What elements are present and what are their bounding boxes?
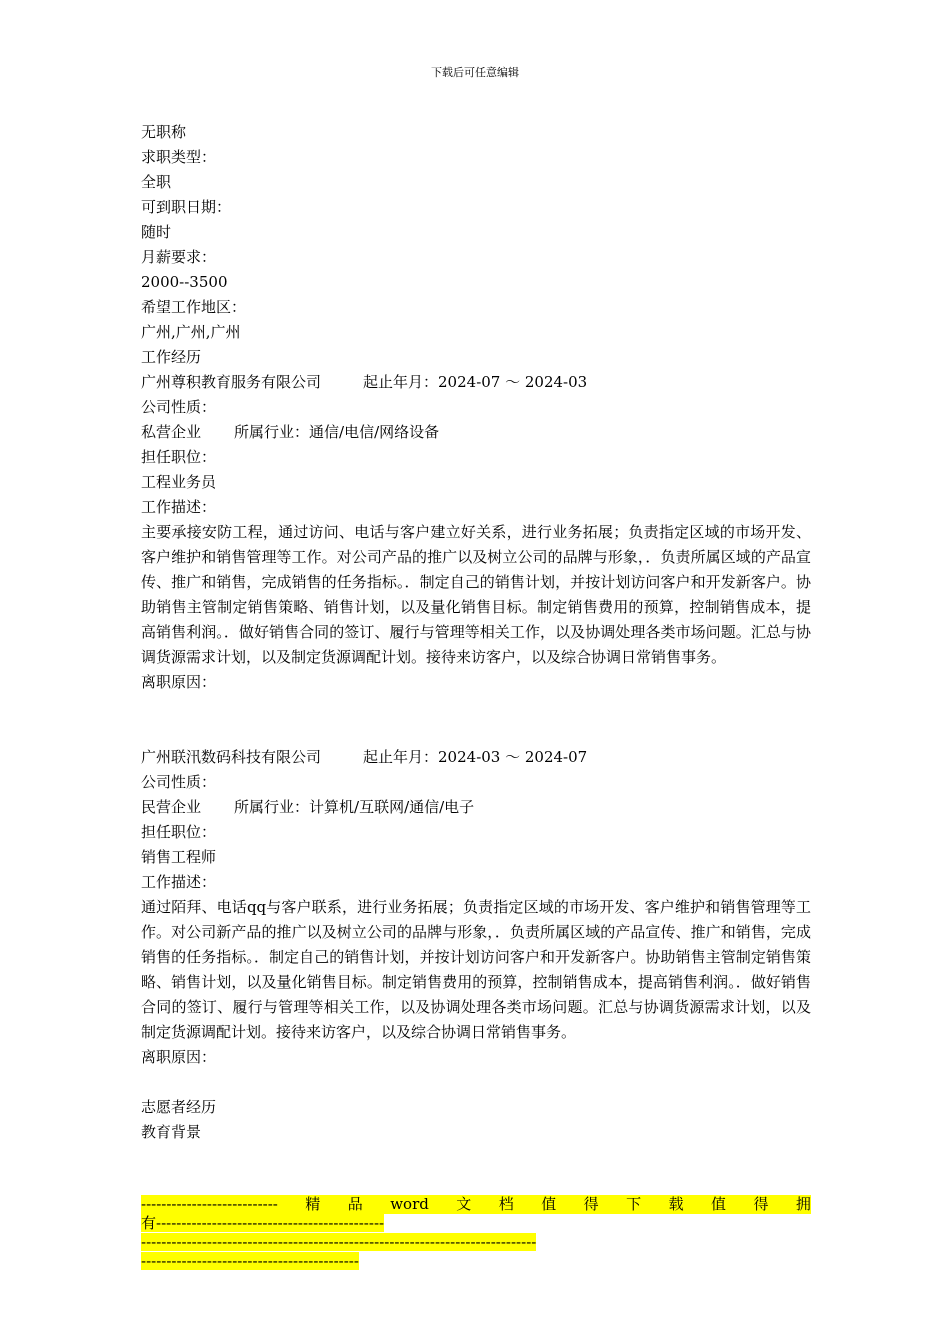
job-header: [141, 370, 811, 395]
job-period: 起止年月：2024-03 ～ 2024-07: [363, 748, 588, 766]
description-label: 工作描述：: [141, 873, 217, 891]
company-name: 广州联汛数码科技有限公司: [141, 748, 322, 766]
volunteer-heading: 志愿者经历: [141, 1098, 217, 1116]
position-label: 担任职位：: [141, 823, 217, 841]
position-value: 销售工程师: [141, 848, 217, 866]
education-heading: 教育背景: [141, 1123, 202, 1141]
banner-line-2: 有---------------------------------------------: [141, 1214, 385, 1232]
description-label: 工作描述：: [141, 498, 217, 516]
company-nature-label: 公司性质：: [141, 398, 217, 416]
leave-reason-label: 离职原因：: [141, 1048, 217, 1066]
job-description: 主要承接安防工程，通过访问、电话与客户建立好关系，进行业务拓展；负责指定区域的市场开发、客户维护和销售管理等工作。对公司产品的推广以及树立公司的品牌与形象，．负责所属区域的产品宣传、推广和销售，完成销售的任务指标。．制定自己的销售计划，并按计划访问客户和开发新客户。协助销售主管制定销售策略、销售计划，以及量化销售目标。制定销售费用的预算，控制销售成本，提高销售利润。．做好销售合同的签订、履行与管理等相关工作，以及协调处理各类市场问题。汇总与协调货源需求计划，以及制定货源调配计划。接待来访客户，以及综合协调日常销售事务。: [141, 523, 811, 666]
company-nature: 民营企业: [141, 798, 202, 816]
professional-title: 无职称: [141, 123, 187, 141]
company-nature: 私营企业: [141, 423, 202, 441]
salary-value: 2000--3500: [141, 273, 228, 291]
banner-line-4: -------------------------------------------: [141, 1252, 359, 1270]
available-date-value: 随时: [141, 223, 172, 241]
banner-line-3: ------------------------------------------------------------------------------: [141, 1233, 537, 1251]
page-header: 下载后可任意编辑: [431, 66, 519, 79]
company-nature-row: [141, 420, 811, 445]
resume-body: [141, 120, 811, 1145]
salary-label: 月薪要求：: [141, 248, 217, 266]
region-value: 广州,广州,广州: [141, 323, 241, 341]
available-date-label: 可到职日期：: [141, 198, 232, 216]
job-header: [141, 745, 811, 770]
job-type-value: 全职: [141, 173, 172, 191]
job-description: 通过陌拜、电话qq与客户联系，进行业务拓展；负责指定区域的市场开发、客户维护和销售管理等工作。对公司新产品的推广以及树立公司的品牌与形象，．负责所属区域的产品宣传、推广和销售，完成销售的任务指标。．制定自己的销售计划，并按计划访问客户和开发新客户。协助销售主管制定销售策略、销售计划，以及量化销售目标。制定销售费用的预算，控制销售成本，提高销售利润。．做好销售合同的签订、履行与管理等相关工作，以及协调处理各类市场问题。汇总与协调货源需求计划，以及制定货源调配计划。接待来访客户，以及综合协调日常销售事务。: [141, 898, 811, 1041]
company-industry: 所属行业：计算机/互联网/通信/电子: [234, 798, 475, 816]
leave-reason-label: 离职原因：: [141, 673, 217, 691]
job-period: 起止年月：2024-07 ～ 2024-03: [363, 373, 588, 391]
company-name: 广州尊积教育服务有限公司: [141, 373, 322, 391]
company-nature-label: 公司性质：: [141, 773, 217, 791]
job-type-label: 求职类型：: [141, 148, 217, 166]
position-label: 担任职位：: [141, 448, 217, 466]
work-experience-heading: 工作经历: [141, 348, 202, 366]
download-banner: [141, 1195, 811, 1271]
region-label: 希望工作地区：: [141, 298, 247, 316]
company-nature-row: [141, 795, 811, 820]
banner-line-1: --------------------------- 精 品 word 文 档 值 得 下 载 值 得 拥: [141, 1195, 811, 1213]
position-value: 工程业务员: [141, 473, 217, 491]
company-industry: 所属行业：通信/电信/网络设备: [234, 423, 440, 441]
